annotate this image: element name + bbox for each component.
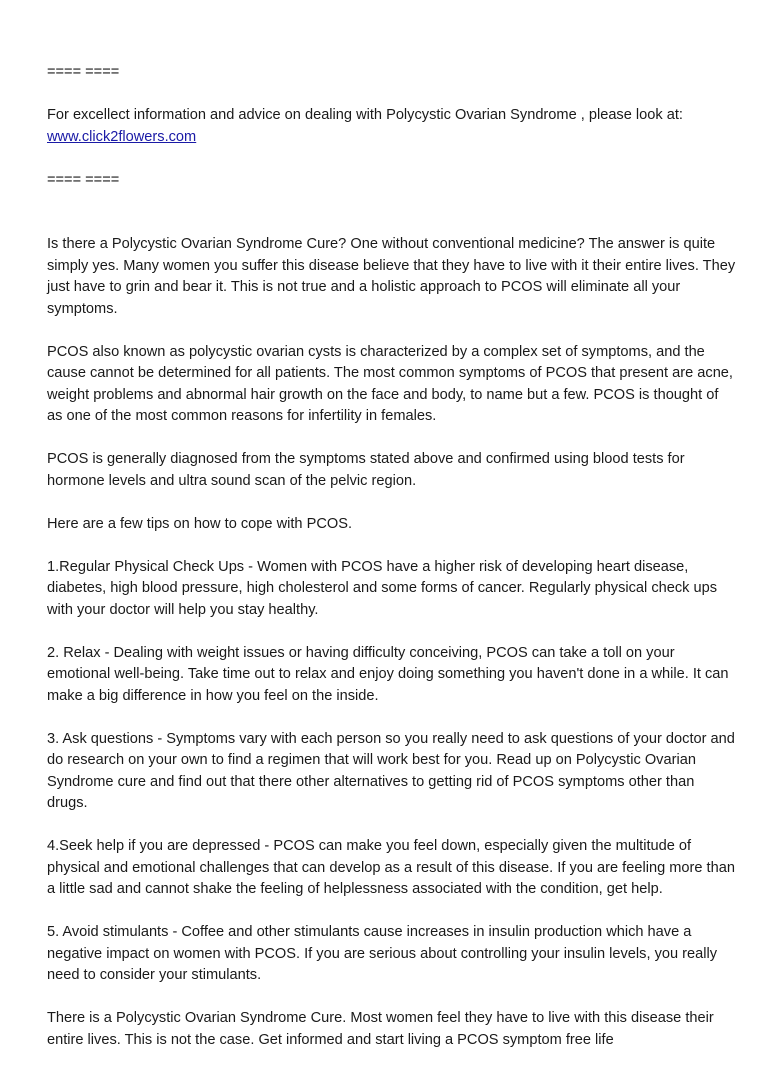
paragraph-tips-intro: Here are a few tips on how to cope with PCOS. — [47, 515, 352, 532]
intro-sentence: For excellect information and advice on dealing with Polycystic Ovarian Syndrome , please look at: — [47, 107, 683, 123]
tip-stimulants: 5. Avoid stimulants - Coffee and other stimulants cause increases in insulin production which have a negative impact on women with PCOS. If you are serious about controlling your insulin levels, you really need to consider your stimulants. — [47, 924, 718, 983]
website-link[interactable]: www.click2flowers.com — [47, 128, 197, 145]
paragraph-intro: Is there a Polycystic Ovarian Syndrome Cure? One without conventional medicine? The answer is quite simply yes. Many women you suffer this disease believe that they have to live with it their entire lives. They just have to grin and bear it. This is not true and a holistic approach to PCOS will eliminate all your symptoms. — [47, 236, 736, 317]
separator-bottom: ==== ==== — [47, 171, 120, 188]
paragraph-conclusion: There is a Polycystic Ovarian Syndrome Cure. Most women feel they have to live with this disease their entire lives. This is not the case. Get informed and start living a PCOS symptom free life — [47, 1010, 714, 1048]
paragraph-diagnosis: PCOS is generally diagnosed from the symptoms stated above and confirmed using blood tests for hormone levels and ultra sound scan of the pelvic region. — [47, 451, 685, 489]
article-body — [47, 234, 737, 1051]
intro-text — [47, 105, 737, 148]
paragraph-symptoms: PCOS also known as polycystic ovarian cysts is characterized by a complex set of symptoms, and the cause cannot be determined for all patients. The most common symptoms of PCOS that present are acne, weight problems and abnormal hair growth on the face and body, to name but a few. PCOS is thought of as one of the most common reasons for infertility in females. — [47, 343, 733, 424]
tip-depression: 4.Seek help if you are depressed - PCOS can make you feel down, especially given the multitude of physical and emotional challenges that can develop as a result of this disease. If you are feeling more than a little sad and cannot shake the feeling of helplessness associated with the condition, get help. — [47, 838, 735, 897]
document-page — [47, 62, 737, 1073]
tip-relax: 2. Relax - Dealing with weight issues or having difficulty conceiving, PCOS can take a toll on your emotional well-being. Take time out to relax and enjoy doing something you haven't done in a while. It can make a big difference in how you feel on the inside. — [47, 644, 729, 704]
separator-top: ==== ==== — [47, 64, 120, 80]
tip-checkups: 1.Regular Physical Check Ups - Women with PCOS have a higher risk of developing heart disease, diabetes, high blood pressure, high cholesterol and some forms of cancer. Regularly physical check ups with your doctor will help you stay healthy. — [47, 558, 718, 618]
tip-questions: 3. Ask questions - Symptoms vary with each person so you really need to ask questions of your doctor and do research on your own to find a regimen that will work best for you. Read up on Polycystic Ovarian Syndrome cure and find out that there other alternatives to getting rid of PCOS symptoms other than drugs. — [47, 730, 735, 811]
